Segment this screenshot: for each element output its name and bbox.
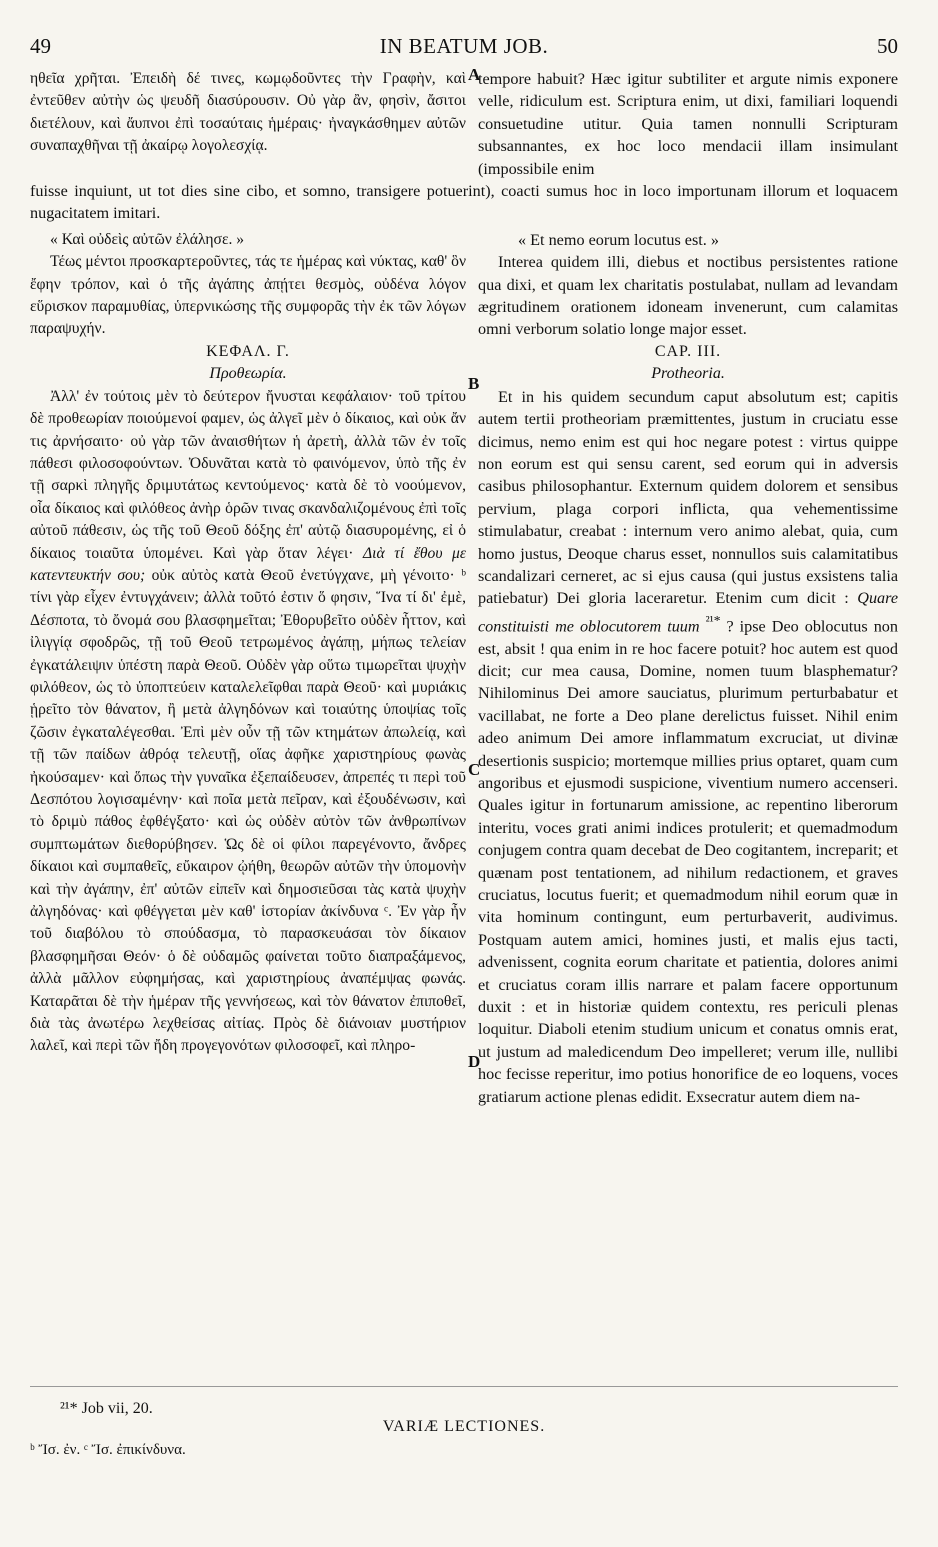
page-number-left: 49 [30, 34, 51, 58]
running-title: IN BEATUM JOB. [379, 34, 549, 58]
greek-chapter-heading: ΚΕΦΑΛ. Γ. [206, 342, 290, 360]
margin-marker-b: B [468, 373, 480, 393]
greek-paragraph [30, 386, 466, 1058]
footnote-rule [30, 1386, 898, 1387]
latin-column-1 [478, 68, 898, 180]
greek-column-3 [30, 386, 466, 1058]
varia-lectiones-notes: ᵇ Ἴσ. ἐν. ᶜ Ἴσ. ἐπικίνδυνα. [30, 1442, 186, 1458]
block-1 [30, 65, 898, 180]
latin-column-3 [478, 386, 898, 1108]
latin-paragraph [478, 386, 898, 1108]
greek-paragraph: ηθεῖα χρῆται. Ἐπειδὴ δέ τινες, κωμῳδοῦντες τὴν Γραφὴν, καὶ ἐντεῦθεν αὐτὴν ὡς ψευδῆ διασύρουσιν. Οὐ γὰρ ἂν, φησὶν, ἄσιτοι διετέλουν, καὶ ἄυπνοι ἐπὶ τοσαύταις ἡμέραις· ἠναγκάσθημεν αὐτῶν συναπαχθῆναι τῇ ἀκαίρῳ λογολεσχίᾳ. [30, 70, 466, 155]
latin-text-after: ? ipse Deo oblocutus non est, absit ! qua enim in re hoc facere potuit? hoc autem est quod dicit; cur mea causa, Domine, nomen tuum blasphematur? Nihilominus Dei amore sauciatus, plurimum perturbabatur et vacillabat, ne forte a Deo plane derelictus fuisset. Nihil enim adeo animum Dei amore inflammatum excruciat, ut divinæ desertionis suspicio; mortemque millies prius optaret, quam cum angoribus et ejusmodi suspicione, viventium numero accenseri. Quales igitur in fortunarum amissione, ac repentino liberorum interitu, voces grati animi indices protulerit; et quemadmodum conjugem contra quam decebat de Deo cogitantem, increparit; et quænam post tentationem, ad nihilum redactionem, et graves cruciatus, locutus fuerit; et quemadmodum nihil eorum quæ in vita hominum contingunt, eum perturbaverit, audivimus. Postquam autem amici, homines justi, et malis ejus tacti, advenissent, cognita eorum charitate et patientia, dolores animi et cruciatus coram illis narrare et palam facere opportunum duxit : et in historiæ quidem contextu, res periculi plenas loquitur. Diaboli etenim studium unicum et conatus omnis erat, ut justum ad maledicendum Deo impelleret; verum ille, nullibi hoc fecisse reperitur, imo potius honorifice de eo loquens, voces gratiarum actione plenas edidit. Exsecratur autem diem na- [478, 617, 898, 1106]
footnote-scripture: ²¹* Job vii, 20. [60, 1400, 153, 1417]
greek-scripture-quote: Διὰ τί ἔθου με κατεντευκτήν σου; [30, 544, 467, 584]
greek-column-2 [30, 229, 466, 386]
text-body [30, 65, 899, 1108]
latin-lemma: « Et nemo eorum locutus est. » [518, 230, 719, 249]
greek-text-before: Ἀλλ' ἐν τούτοις μὲν τὸ δεύτερον ἤνυσται κεφάλαιον· τοῦ τρίτου δὲ προθεωρίαν ποιούμενοί φαμεν, ὡς ἀλγεῖ μὲν ὁ δίκαιος, καὶ οὐκ ἄν τις ἀρνήσαιτο· οὐ γὰρ τῶν ἀναισθήτων ἡ ἀρετὴ, ἀλλὰ τῶν ἐν τοῖς πάθεσι φιλοσοφούντων. Ὀδυνᾶται κατὰ τὸ φαινόμενον, ὑπὸ τῆς ἐν τῇ σαρκὶ πληγῆς δριμυτάτως κεντούμενος· κατὰ δὲ τὸ νοούμενον, οἷα δίκαιος καὶ φιλόθεος ἀνὴρ ὁρῶν τινας σκανδαλιζομένους ἐπὶ τοῖς αὐτοῦ πάθεσιν, ὡς τῆς τοῦ Θεοῦ δόξης ἐπ' αὐτῷ διασυρομένης, εἰ ὁ δίκαιος τοιαῦτα ὑπομένει. Καὶ γὰρ ὅταν λέγει· [30, 387, 466, 562]
greek-subheading: Προθεωρία. [209, 365, 287, 383]
latin-column-2 [478, 229, 898, 386]
greek-paragraph: Τέως μέντοι προσκαρτεροῦντες, τάς τε ἡμέρας καὶ νύκτας, καθ' ὃν ἔφην τρόπον, καὶ ὁ τῆς ἀγάπης ἀπῄτει θεσμὸς, οὐδένα λόγον εὕρισκον παραμυθίας, ὑπερνικώσης τῆς συμφορᾶς τὴν ἐκ τῶν λόγων παραψυχήν. [30, 253, 466, 338]
greek-lemma: « Καὶ οὐδεὶς αὐτῶν ἐλάλησε. » [50, 230, 245, 248]
latin-paragraph: tempore habuit? Hæc igitur subtiliter et argute nimis exponere velle, ridiculum est. Scriptura enim, ut dixi, familiari loquendi consuetudine utitur. Quia tamen nonnulli Scripturam subsannantes, ex hoc loco mendacii illam insimulant (impossibile enim [478, 70, 898, 178]
latin-scripture-quote: Quare constituisti me oblocutorem tuum [478, 589, 899, 636]
footnote-ref: ²¹* [705, 612, 721, 628]
latin-subheading: Protheoria. [651, 365, 725, 383]
block-2 [30, 229, 898, 386]
latin-chapter-heading: CAP. III. [654, 342, 722, 360]
greek-text-after: οὐκ αὐτὸς κατὰ Θεοῦ ἐνετύγχανε, μὴ γένοιτο· ᵇ τίνι γὰρ εἶχεν ἐντυγχάνειν; ἀλλὰ τοῦτό ἐστιν ὅ φησιν, Ἵνα τί δι' ἐμὲ, Δέσποτα, τὸ ὄνομά σου βλασφημεῖται; Ἐθορυβεῖτο οὐδὲν ἧττον, καὶ ἰλιγγίᾳ σφοδρῶς, τῇ τοῦ Θεοῦ τετρωμένος ἀγάπῃ, μήπως τελείαν ἐγκατάλειψιν ὑπέστη παρὰ Θεοῦ. Οὐδὲν γὰρ οὕτω τιμωρεῖται ψυχὴν φιλόθεον, ὡς τὸ ὑποπτεύειν καταλελεῖφθαι παρὰ Θεοῦ· καὶ μυριάκις ᾑρεῖτο τὸν θάνατον, ἢ μετὰ ἀλγηδόνων καὶ τοιαύτης ὑποψίας τοῖς ζῶσιν ἐγκαταλέγεσθαι. Ἐπὶ μὲν οὖν τῇ τῶν κτημάτων ἀπωλείᾳ, καὶ τῇ τῶν παίδων ἀθρόᾳ τελευτῇ, οἵας ἀφῆκε χαριστηρίους φωνὰς ἠκούσαμεν· καὶ ὅπως τὴν γυναῖκα ἐξεπαίδευσεν, ἀπρεπές τι περὶ τοῦ Δεσπότου λογισαμένην· καὶ ποῖα μετὰ πεῖραν, καὶ ἐξουδένωσιν, καὶ τὸ δριμὺ πάθος ἐφθέγξατο· καὶ ὡς οὐδὲν αὐτὸν τῶν ἀνθρωπίνων συμπτωμάτων διεθορύβησεν. Ὡς δὲ οἱ φίλοι παρεγένοντο, ἄνδρες δίκαιοι καὶ συμπαθεῖς, εὔκαιρον ᾠήθη, θεωρῶν αὐτῶν τὴν ὑπομονὴν καὶ τὴν ἀγάπην, ἐπ' αὐτῶν εἰπεῖν καὶ δημοσιεῦσαι τὰς κατὰ ψυχὴν ἀλγηδόνας· καὶ φθέγγεται μὲν καθ' ἱστορίαν ἀκίνδυνα ᶜ. Ἐν γὰρ ἦν τοῦ διαβόλου τὸ σπούδασμα, τὸ παρασκευάσαι τὸν δίκαιον βλασφημῆσαι Θεόν· ὁ δὲ οὐδαμῶς φαίνεται τοῦτο διαπραξάμενος, ἀλλὰ μᾶλλον εὐφημήσας, καὶ χαριστηρίους ἀναπέμψας φωνάς. Καταρᾶται δὲ τὴν ἡμέραν τῆς γεννήσεως, καὶ τὸν θάνατον ἐπιποθεῖ, διὰ τὰς ἀνωτέρω λεχθείσας αἰτίας. Πρὸς δὲ διάνοιαν μυστήριον λαλεῖ, καὶ περὶ τῶν ἤδη προγεγονότων φιλοσοφεῖ, καὶ πληρο- [30, 566, 466, 1055]
block-3 [30, 373, 899, 1108]
full-width-line: fuisse inquiunt, ut tot dies sine cibo, et somno, transigere potuerint), coacti sumus hoc in loco importunam illorum et loquacem nugacitatem imitari. [30, 182, 898, 223]
running-header [30, 34, 898, 64]
latin-text-before: Et in his quidem secundum caput absolutum est; capitis autem tertii protheoriam præmittentes, justum in cruciatu esse dicimus, nemo enim est qui hoc negare potest : virtus quippe non eorum est qui sensu carent, sed eorum qui in adversis casibus philosophantur. Externum quidem dolorem et sensibus pervium, plaga corpori inflicta, qua vehementissime stimulabatur, creabat : internum vero animo alebat, quia, cum homo justus, Deoque charus esset, nonnullos suis calamitatibus scandalizari cerneret, ac si ejus causa (qui justus exsistens talia patiebatur) Dei gloria laceraretur. Etenim cum dicit : [478, 387, 898, 608]
footer [30, 1400, 898, 1458]
latin-paragraph: Interea quidem illi, diebus et noctibus persistentes ratione qua dixi, et quam lex charitatis postulabat, nullam ad levandam ægritudinem orationem idoneam invenerunt, cum calamitas omni verborum solatio longe major esset. [478, 253, 898, 339]
greek-column-1 [30, 68, 466, 158]
margin-marker-a: A [468, 65, 481, 84]
page-number-right: 50 [877, 34, 898, 58]
varia-lectiones-heading: VARIÆ LECTIONES. [382, 1418, 546, 1435]
margin-marker-d: D [468, 1051, 481, 1071]
margin-marker-c: C [468, 759, 481, 779]
